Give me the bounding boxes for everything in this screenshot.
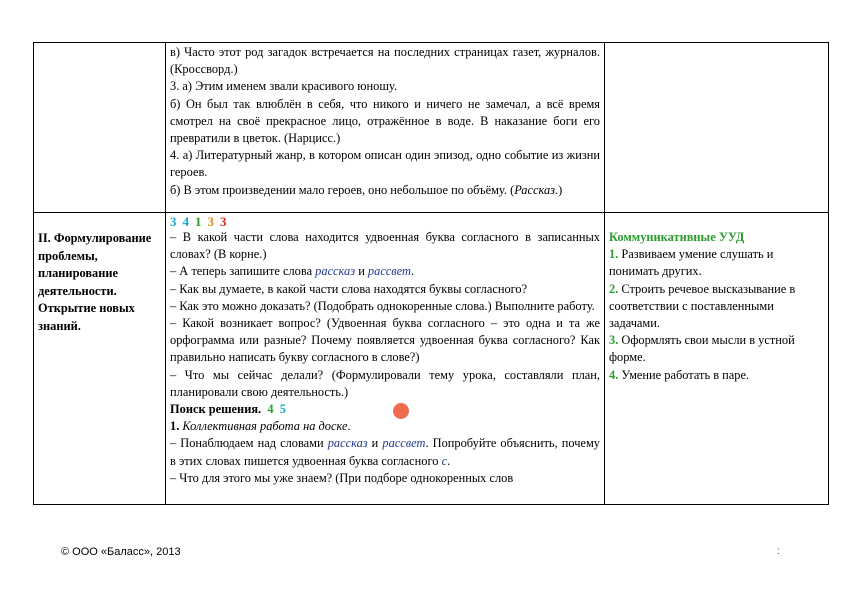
question-text: – Понаблюдаем над словами — [170, 436, 328, 451]
question: – Какой возникает вопрос? (Удвоенная буква согласного – это одна и та же орфограмма или разные? Почему появляется удвоенная буква согласного? Как правильно написать букву согласного в слове?) — [170, 316, 600, 365]
question: – В какой части слова находится удвоенная буква согласного в записанных словах? (В корне.) — [170, 230, 600, 262]
word-highlight: рассказ — [327, 436, 368, 451]
task-number: 4 — [267, 402, 274, 417]
content-cell — [166, 43, 605, 213]
question-end: . — [447, 453, 451, 468]
conjunction: и — [367, 436, 383, 451]
question — [170, 263, 600, 280]
word-highlight: рассвет — [367, 264, 411, 279]
task-numbers — [166, 213, 604, 229]
uud-number: 3. — [609, 333, 619, 348]
footer-copyright: © ООО «Баласс», 2013 — [61, 546, 181, 558]
task-number: 4 — [182, 214, 189, 229]
lesson-table — [33, 42, 829, 505]
stage-title: II. Формулирование проблемы, планирование деятельности. Открытие новых знаний. — [38, 231, 152, 333]
stage-cell — [34, 213, 166, 505]
uud-number: 4. — [609, 367, 619, 382]
corner-mark: : — [777, 546, 780, 557]
task-number: 3 — [207, 214, 214, 229]
uud-item — [609, 281, 824, 333]
cursor-dot — [393, 403, 409, 419]
uud-number: 1. — [609, 247, 619, 262]
uud-item — [609, 246, 824, 280]
riddle-answer: Рассказ — [514, 182, 556, 197]
task-number: 5 — [279, 402, 286, 417]
stage-cell-empty — [34, 43, 166, 213]
question: – Как это можно доказать? (Подобрать однокоренные слова.) Выполните работу. — [170, 298, 595, 313]
search-heading — [170, 401, 600, 418]
question-text: – А теперь запишите слова — [170, 264, 316, 279]
uud-text: Строить речевое высказывание в соответствии с поставленными задачами. — [609, 281, 796, 331]
step-number: 1. — [170, 419, 180, 434]
question: – Что для этого мы уже знаем? (При подборе однокоренных слов — [170, 470, 514, 485]
riddle-line: б) Он был так влюблён в себя, что никого и ничего не замечал, а всё время смотрел на своё прекрасное лицо, отражённое в воде. В наказание боги его превратили в цветок. (Нарцисс.) — [170, 96, 600, 146]
word-highlight: рассказ — [315, 264, 356, 279]
riddle-text: б) В этом произведении мало героев, оно небольшое по объёму. ( — [170, 182, 515, 197]
question-end: . — [410, 264, 415, 279]
riddle-line: 3. а) Этим именем звали красивого юношу. — [170, 79, 397, 94]
table-row — [34, 213, 829, 505]
conjunction: и — [355, 264, 368, 279]
uud-text: Оформлять свои мысли в устной форме. — [609, 333, 795, 365]
question-text: . Попробуйте объяснить, почему в этих словах пишется удвоенная буква согласного — [170, 436, 601, 468]
uud-item — [609, 332, 824, 366]
task-number: 3 — [220, 214, 227, 229]
riddle-line: 4. а) Литературный жанр, в котором описан один эпизод, одно событие из жизни героев. — [170, 148, 600, 180]
riddle-line: в) Часто этот род загадок встречается на последних страницах газет, журналов. (Кроссворд.) — [170, 45, 600, 77]
uud-item — [609, 367, 824, 384]
content-cell — [166, 213, 605, 505]
question: – Как вы думаете, в какой части слова находятся буквы согласного? — [170, 281, 528, 296]
step — [170, 418, 600, 435]
question: – Что мы сейчас делали? (Формулировали тему урока, составляли план, планировали свою деятельность.) — [170, 367, 600, 399]
uud-title: Коммуникативные УУД — [609, 230, 745, 244]
riddle-line — [170, 182, 600, 199]
riddle-end: .) — [555, 182, 563, 197]
step-end: . — [347, 419, 351, 434]
uud-cell-empty — [605, 43, 829, 213]
word-highlight: рассвет — [382, 436, 426, 451]
table-row — [34, 43, 829, 213]
uud-text: Умение работать в паре. — [618, 367, 750, 382]
question — [170, 435, 600, 469]
task-number: 1 — [195, 214, 202, 229]
uud-number: 2. — [609, 281, 619, 296]
step-text: Коллективная работа на доске — [182, 419, 348, 434]
task-number: 3 — [170, 214, 177, 229]
uud-cell — [605, 213, 829, 505]
letter-highlight: с — [441, 453, 448, 468]
search-title: Поиск решения. — [170, 402, 262, 417]
uud-text: Развиваем умение слушать и понимать других. — [609, 247, 774, 279]
